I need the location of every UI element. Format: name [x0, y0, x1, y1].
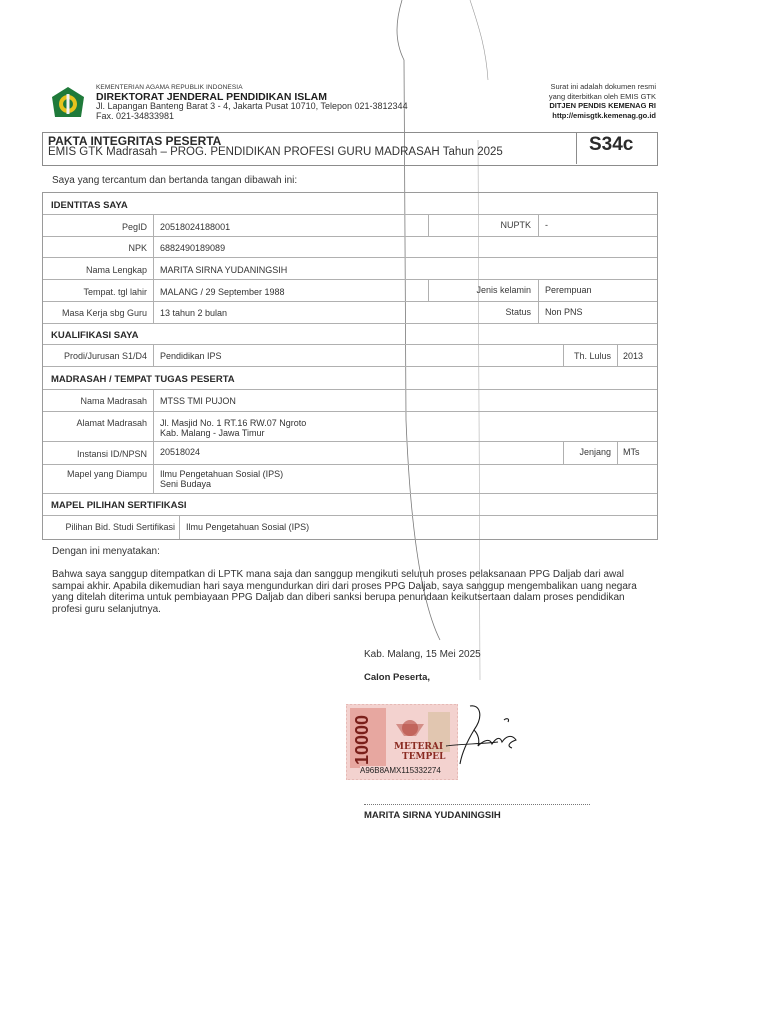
document-subtitle: EMIS GTK Madrasah – PROG. PENDIDIKAN PROFESI GURU MADRASAH Tahun 2025 — [48, 146, 503, 158]
label-pilihan: Pilihan Bid. Studi Sertifikasi — [65, 522, 175, 532]
label-status: Status — [505, 307, 531, 317]
label-nama-madrasah: Nama Madrasah — [80, 396, 147, 406]
place-date: Kab. Malang, 15 Mei 2025 — [364, 649, 481, 660]
value-th-lulus: 2013 — [623, 351, 644, 361]
stamp-serial: A96B8AMX115332274 — [360, 766, 441, 775]
document-title: PAKTA INTEGRITAS PESERTA — [48, 134, 222, 148]
value-pegid: 20518024188001 — [160, 222, 231, 232]
label-prodi: Prodi/Jurusan S1/D4 — [63, 351, 147, 361]
value-mapel-line1: Ilmu Pengetahuan Sosial (IPS) — [160, 469, 284, 479]
note-line: Surat ini adalah dokumen resmi — [550, 82, 656, 91]
value-npk: 6882490189089 — [160, 243, 226, 253]
label-ttl: Tempat. tgl lahir — [83, 287, 147, 297]
value-ttl: MALANG / 29 September 1988 — [160, 287, 285, 297]
section-madrasah: MADRASAH / TEMPAT TUGAS PESERTA — [51, 374, 235, 385]
value-status: Non PNS — [545, 307, 583, 317]
label-pegid: PegID — [121, 222, 147, 232]
value-nama-madrasah: MTSS TMI PUJON — [160, 396, 236, 406]
signer-name: MARITA SIRNA YUDANINGSIH — [364, 810, 501, 821]
section-identitas: IDENTITAS SAYA — [51, 200, 128, 211]
stamp-text-meterai: METERAI — [394, 742, 444, 752]
intro-text: Saya yang tercantum dan bertanda tangan dibawah ini: — [52, 175, 298, 186]
kemenag-logo — [50, 86, 86, 122]
handwritten-signature — [440, 700, 530, 770]
office-fax: Fax. 021-34833981 — [96, 111, 175, 121]
stamp-value: 10000 — [352, 714, 372, 766]
statement-heading: Dengan ini menyatakan: — [52, 546, 160, 557]
stamp-text-tempel: TEMPEL — [402, 752, 446, 762]
label-masa-kerja: Masa Kerja sbg Guru — [61, 308, 147, 318]
label-npsn: Instansi ID/NPSN — [76, 449, 147, 459]
value-masa-kerja: 13 tahun 2 bulan — [160, 308, 228, 318]
label-nuptk: NUPTK — [500, 220, 531, 230]
office-address: Jl. Lapangan Banteng Barat 3 - 4, Jakarta Pusat 10710, Telepon 021-3812344 — [96, 101, 408, 111]
label-alamat: Alamat Madrasah — [76, 418, 147, 428]
statement-body: Bahwa saya sanggup ditempatkan di LPTK mana saja dan sanggup mengikuti seluruh proses pelaksanaan PPG Daljab dari awal sampai akhir. Apabila dikemudian hari saya mengundurkan diri dari proses PPG Daljab, saya sanggup mengembalikan uang negara yang ditelah diterima untuk pembiayaan PPG Daljab dan diberi sanksi berupa penundaan keikutsertaan dalam proses pendidikan profesi guru selanjutnya. — [52, 569, 637, 615]
label-jenjang: Jenjang — [579, 447, 611, 457]
official-document-note — [549, 82, 656, 120]
value-mapel-line2: Seni Budaya — [160, 479, 212, 489]
label-mapel: Mapel yang Diampu — [66, 469, 147, 479]
value-jenis-kelamin: Perempuan — [545, 285, 592, 295]
value-jenjang: MTs — [623, 447, 640, 457]
value-npsn: 20518024 — [160, 447, 201, 457]
section-kualifikasi: KUALIFIKASI SAYA — [51, 330, 139, 341]
value-nuptk: - — [545, 220, 548, 230]
participant-form — [42, 192, 658, 540]
value-pilihan: Ilmu Pengetahuan Sosial (IPS) — [186, 522, 310, 532]
value-prodi: Pendidikan IPS — [160, 351, 222, 361]
note-line: DITJEN PENDIS KEMENAG RI — [549, 101, 656, 110]
signer-role: Calon Peserta, — [364, 672, 430, 683]
value-alamat-line2: Kab. Malang - Jawa Timur — [160, 428, 265, 438]
value-nama: MARITA SIRNA YUDANINGSIH — [160, 265, 288, 275]
label-npk: NPK — [128, 243, 147, 253]
value-alamat-line1: Jl. Masjid No. 1 RT.16 RW.07 Ngroto — [160, 418, 307, 428]
label-jenis-kelamin: Jenis kelamin — [476, 285, 531, 295]
note-line: yang diterbitkan oleh EMIS GTK — [548, 91, 656, 101]
signature-line — [364, 804, 590, 805]
section-sertifikasi: MAPEL PILIHAN SERTIFIKASI — [51, 500, 187, 511]
directorate-name: DIREKTORAT JENDERAL PENDIDIKAN ISLAM — [96, 91, 328, 103]
document-code: S34c — [589, 134, 634, 155]
label-th-lulus: Th. Lulus — [573, 351, 611, 361]
note-link[interactable]: http://emisgtk.kemenag.go.id — [552, 110, 656, 120]
label-nama: Nama Lengkap — [85, 265, 147, 275]
ministry-name: KEMENTERIAN AGAMA REPUBLIK INDONESIA — [96, 84, 243, 91]
